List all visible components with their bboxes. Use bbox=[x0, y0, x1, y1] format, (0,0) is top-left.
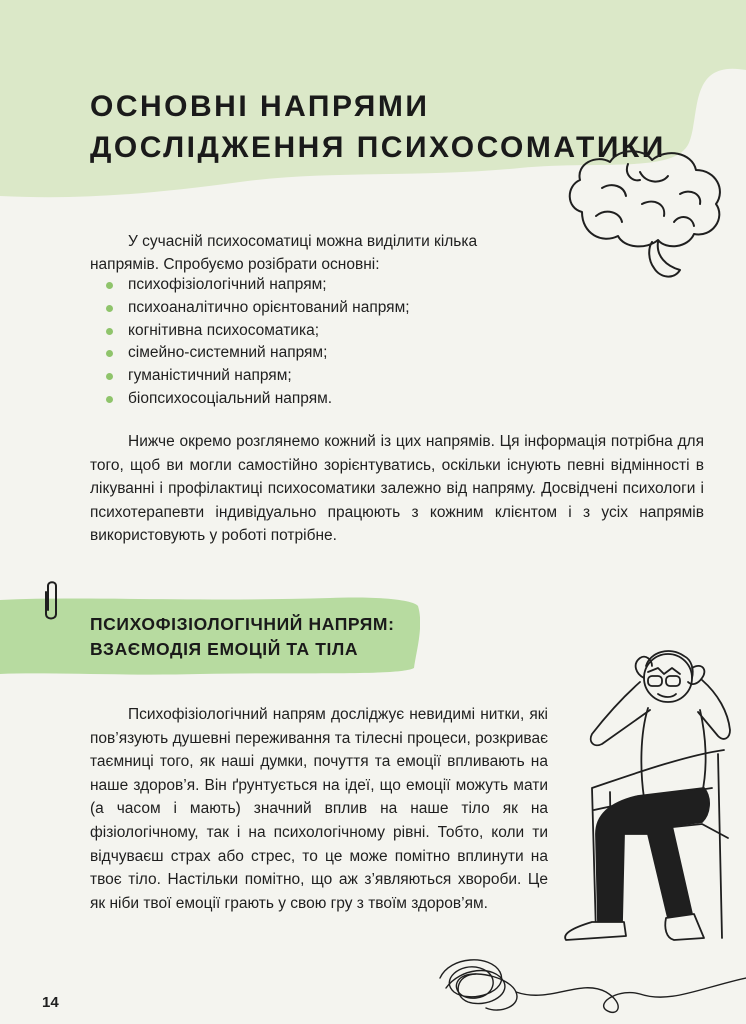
list-item: гуманістичний напрям; bbox=[104, 365, 410, 388]
scribble-decoration bbox=[430, 948, 746, 1024]
section-body: Психофізіологічний напрям досліджує невидимі нитки, які пов’язують душевні переживання та тілесні процеси, розкриває таємниці того, як наші думки, почуття та емоції впливають на наше здоров’я. Він ґрунтується на ідеї, що емоції можуть мати (а часом і мають) значний вплив на наше тіло як на фізіологічному, так і на психологічному рівні. Тобто, коли ти відчуваєш страх або стрес, то це може помітно вплинути на твоє тіло. Настільки помітно, що аж з’являються хвороби. Це як ніби твої емоції грають у свою гру з твоїм здоров’ям. bbox=[90, 706, 548, 912]
approaches-list bbox=[104, 274, 410, 411]
list-item: психофізіологічний напрям; bbox=[104, 274, 410, 297]
list-item: сімейно-системний напрям; bbox=[104, 342, 410, 365]
list-item: психоаналітично орієнтований напрям; bbox=[104, 297, 410, 320]
list-item: біопсихосоціальний напрям. bbox=[104, 388, 410, 411]
page-title: ОСНОВНІ НАПРЯМИ ДОСЛІДЖЕННЯ ПСИХОСОМАТИКИ bbox=[90, 90, 666, 164]
intro-text: У сучасній психосоматиці можна виділити кілька напрямів. Спробуємо розібрати основні: bbox=[90, 233, 478, 273]
stressed-man-illustration bbox=[552, 638, 746, 950]
section-title-line-2: ВЗАЄМОДІЯ ЕМОЦІЙ ТА ТІЛА bbox=[90, 639, 359, 659]
page-number: 14 bbox=[42, 994, 59, 1011]
overview-paragraph: Нижче окремо розглянемо кожний із цих напрямів. Ця інформація потрібна для того, щоб ви могли самостійно зорієнтуватись, оскільки існують певні відмінності в лікуванні і профілактиці психосоматики залежно від напряму. Досвідчені психологи і психотерапевти індивідуально працюють з кожним клієнтом і з усіх напрямів використовують у роботі потрібне. bbox=[90, 433, 704, 545]
paperclip-icon bbox=[38, 580, 64, 624]
list-item: когнітивна психосоматика; bbox=[104, 320, 410, 343]
brain-icon bbox=[562, 142, 730, 292]
section-title-line-1: ПСИХОФІЗІОЛОГІЧНИЙ НАПРЯМ: bbox=[90, 614, 395, 634]
section-title bbox=[90, 612, 430, 662]
